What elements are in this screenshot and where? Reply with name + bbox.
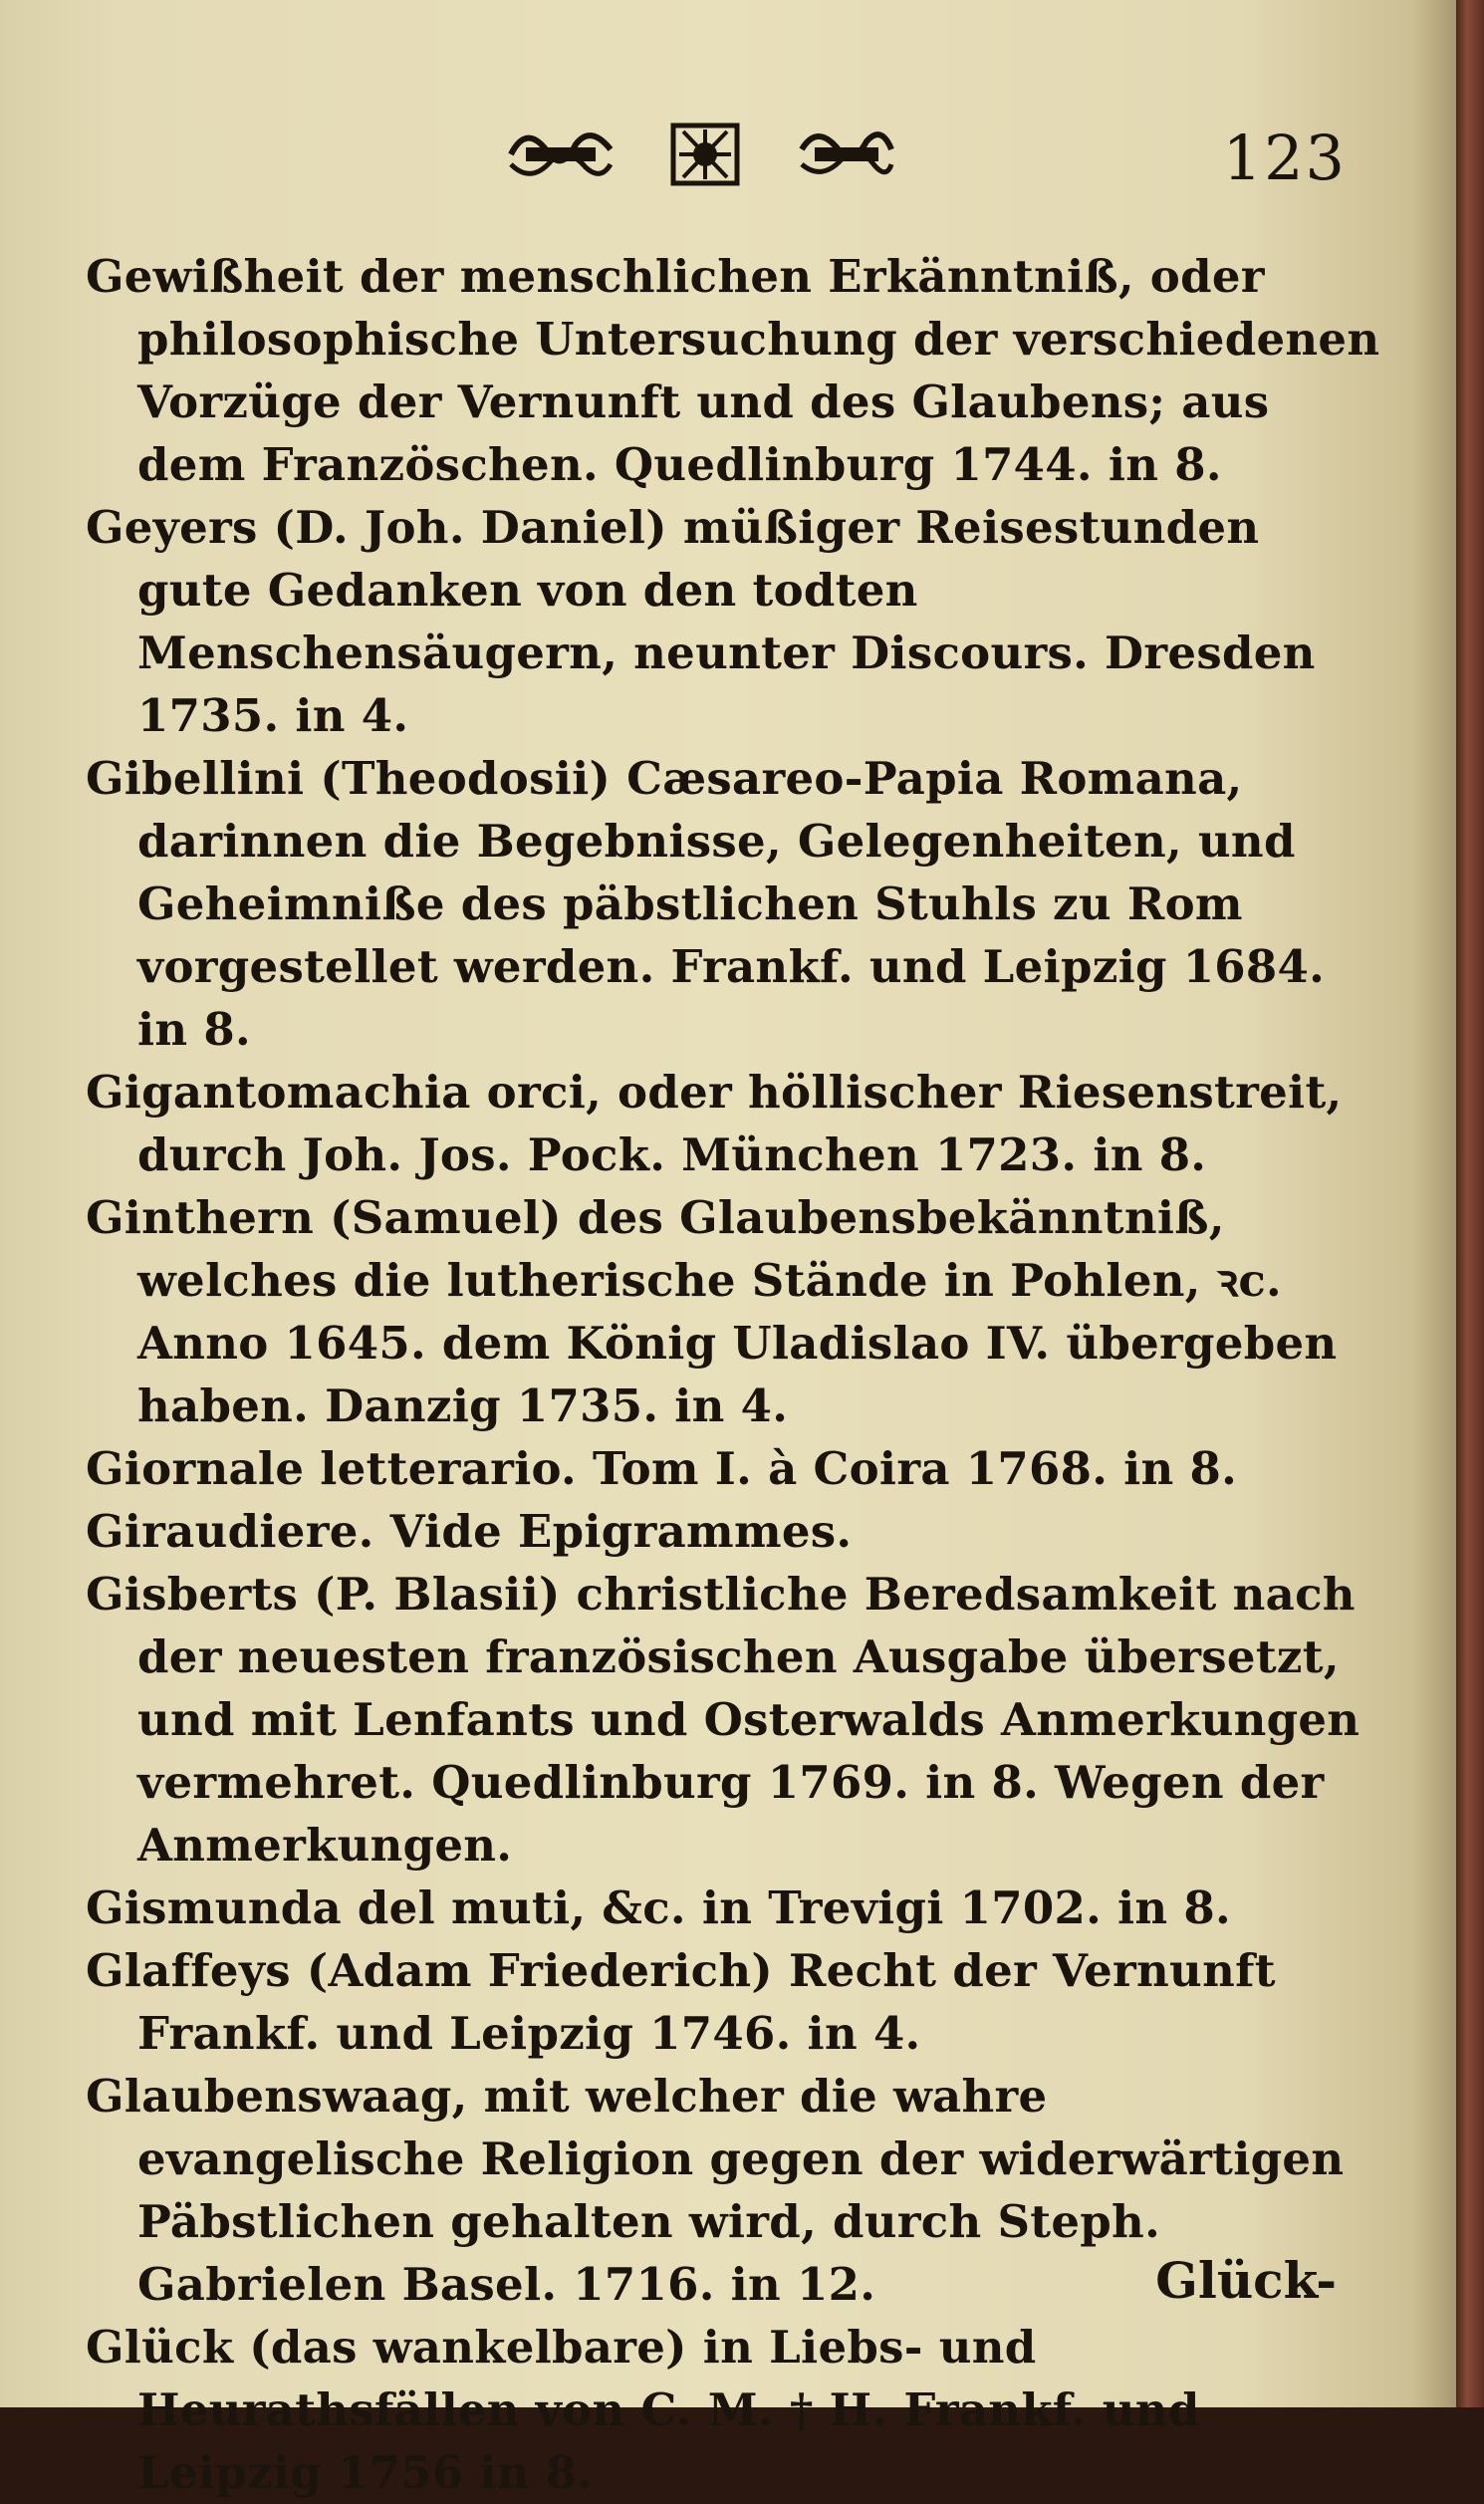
bibliography-entry: Glaffeys (Adam Friederich) Recht der Vernunft Frankf. und Leipzig 1746. in 4. (86, 1944, 1276, 2060)
bibliography-list (86, 245, 1380, 2504)
bibliography-entry: Giornale letterario. Tom I. à Coira 1768. in 8. (86, 1442, 1238, 1495)
page-number: 123 (1222, 122, 1347, 194)
right-scroll-ornament-icon (797, 120, 896, 189)
bibliography-entry: Ginthern (Samuel) des Glaubensbekänntniß, welches die lutherische Stände in Pohlen, ꝛc. Anno 1645. dem König Uladislao IV. übergeben haben. Danzig 1735. in 4. (86, 1191, 1338, 1432)
bibliography-entry: Gismunda del muti, &c. in Trevigi 1702. in 8. (86, 1881, 1231, 1934)
bibliography-entry: Giraudiere. Vide Epigrammes. (86, 1505, 853, 1558)
bibliography-entry: Gewißheit der menschlichen Erkänntniß, oder philosophische Untersuchung der verschiedenen Vorzüge der Vernunft und des Glaubens; aus dem Französchen. Quedlinburg 1744. in 8. (86, 250, 1380, 491)
bibliography-entry: Gisberts (P. Blasii) christliche Beredsamkeit nach der neuesten französischen Ausgabe übersetzt, und mit Lenfants und Osterwalds Anmerkungen vermehret. Quedlinburg 1769. in 8. Wegen der Anmerkungen. (86, 1568, 1360, 1872)
page-header (0, 110, 1456, 209)
bibliography-entry: Geyers (D. Joh. Daniel) müßiger Reisestunden gute Gedanken von den todten Menschensäugern, neunter Discours. Dresden 1735. in 4. (86, 501, 1316, 742)
left-scroll-ornament-icon (506, 120, 616, 189)
center-flower-ornament-icon (669, 120, 741, 189)
catchword: Glück- (1155, 2251, 1337, 2310)
book-edge (1456, 0, 1484, 2407)
bibliography-entry: Glaubenswaag, mit welcher die wahre evangelische Religion gegen der widerwärtigen Päbstlichen gehalten wird, durch Steph. Gabrielen Basel. 1716. in 12. (86, 2070, 1345, 2311)
bibliography-entry: Gibellini (Theodosii) Cæsareo-Papia Romana, darinnen die Begebnisse, Gelegenheiten, und Geheimniße des päbstlichen Stuhls zu Rom vorgestellet werden. Frankf. und Leipzig 1684. in 8. (86, 752, 1326, 1056)
bibliography-entry: Gigantomachia orci, oder höllischer Riesenstreit, durch Joh. Jos. Pock. München 1723. in 8. (86, 1066, 1343, 1181)
bibliography-entry: Glück (das wankelbare) in Liebs- und Heurathsfällen von C. M. † H. Frankf. und Leipzig 1756 in 8. (86, 2321, 1200, 2499)
